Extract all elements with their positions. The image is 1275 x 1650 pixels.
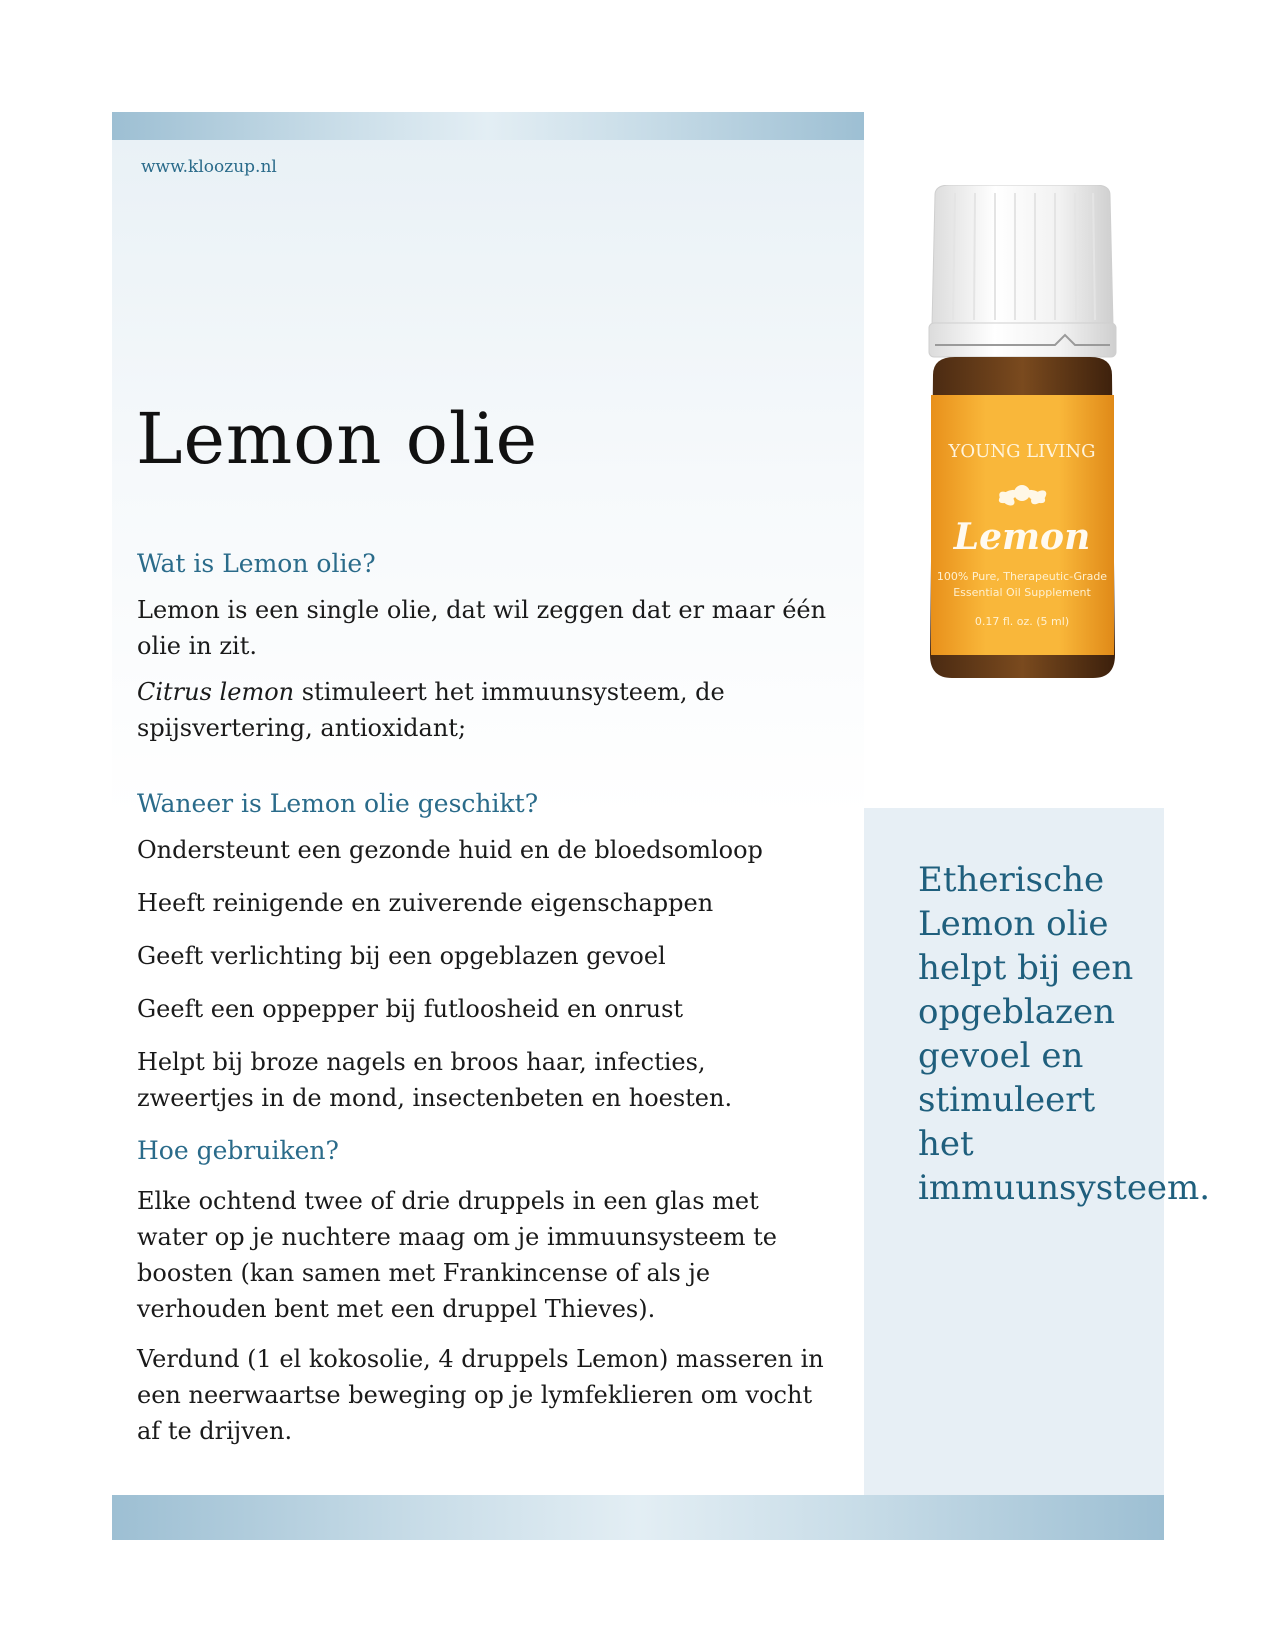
benefit-item: Heeft reinigende en zuiverende eigenschappen	[137, 889, 714, 917]
website-url[interactable]: www.kloozup.nl	[141, 157, 277, 177]
usage-item: Verdund (1 el kokosolie, 4 druppels Lemon) masseren in een neerwaartse beweging op je lymfeklieren om vocht af te drijven.	[137, 1345, 824, 1445]
benefit-item: Ondersteunt een gezonde huid en de bloedsomloop	[137, 836, 763, 864]
bottle-line2: Essential Oil Supplement	[953, 586, 1091, 599]
description-text: stimuleert het immuunsysteem, de spijsvertering, antioxidant;	[137, 678, 725, 742]
top-decorative-band	[112, 112, 864, 140]
bottle-volume: 0.17 fl. oz. (5 ml)	[974, 615, 1070, 628]
page-title: Lemon olie	[136, 398, 539, 480]
bottle-name: Lemon	[953, 516, 1091, 558]
latin-name: Citrus lemon	[137, 678, 295, 706]
bottle-brand: YOUNG LIVING	[948, 441, 1096, 462]
bottom-decorative-band	[112, 1495, 1164, 1540]
intro-paragraph: Lemon is een single olie, dat wil zeggen dat er maar één olie in zit.	[137, 596, 827, 660]
main-content	[137, 546, 827, 1463]
section-heading-what: Wat is Lemon olie?	[137, 549, 376, 578]
sidebar-quote: Etherische Lemon olie helpt bij een opgeblazen gevoel en stimuleert het immuunsysteem.	[918, 860, 1211, 1208]
section-heading-how: Hoe gebruiken?	[137, 1136, 339, 1165]
benefit-item: Geeft een oppepper bij futloosheid en onrust	[137, 995, 684, 1023]
usage-item: Elke ochtend twee of drie druppels in een glas met water op je nuchtere maag om je immuunsysteem te boosten (kan samen met Frankincense of als je verhouden bent met een druppel Thieves).	[137, 1187, 777, 1323]
benefit-item: Geeft verlichting bij een opgeblazen gevoel	[137, 942, 666, 970]
benefit-item: Helpt bij broze nagels en broos haar, infecties, zweertjes in de mond, insectenbeten en hoesten.	[137, 1048, 733, 1112]
description-paragraph	[137, 674, 827, 746]
bottle-line1: 100% Pure, Therapeutic-Grade	[936, 570, 1108, 583]
product-bottle-image	[915, 185, 1130, 693]
section-heading-when: Waneer is Lemon olie geschikt?	[137, 789, 539, 818]
